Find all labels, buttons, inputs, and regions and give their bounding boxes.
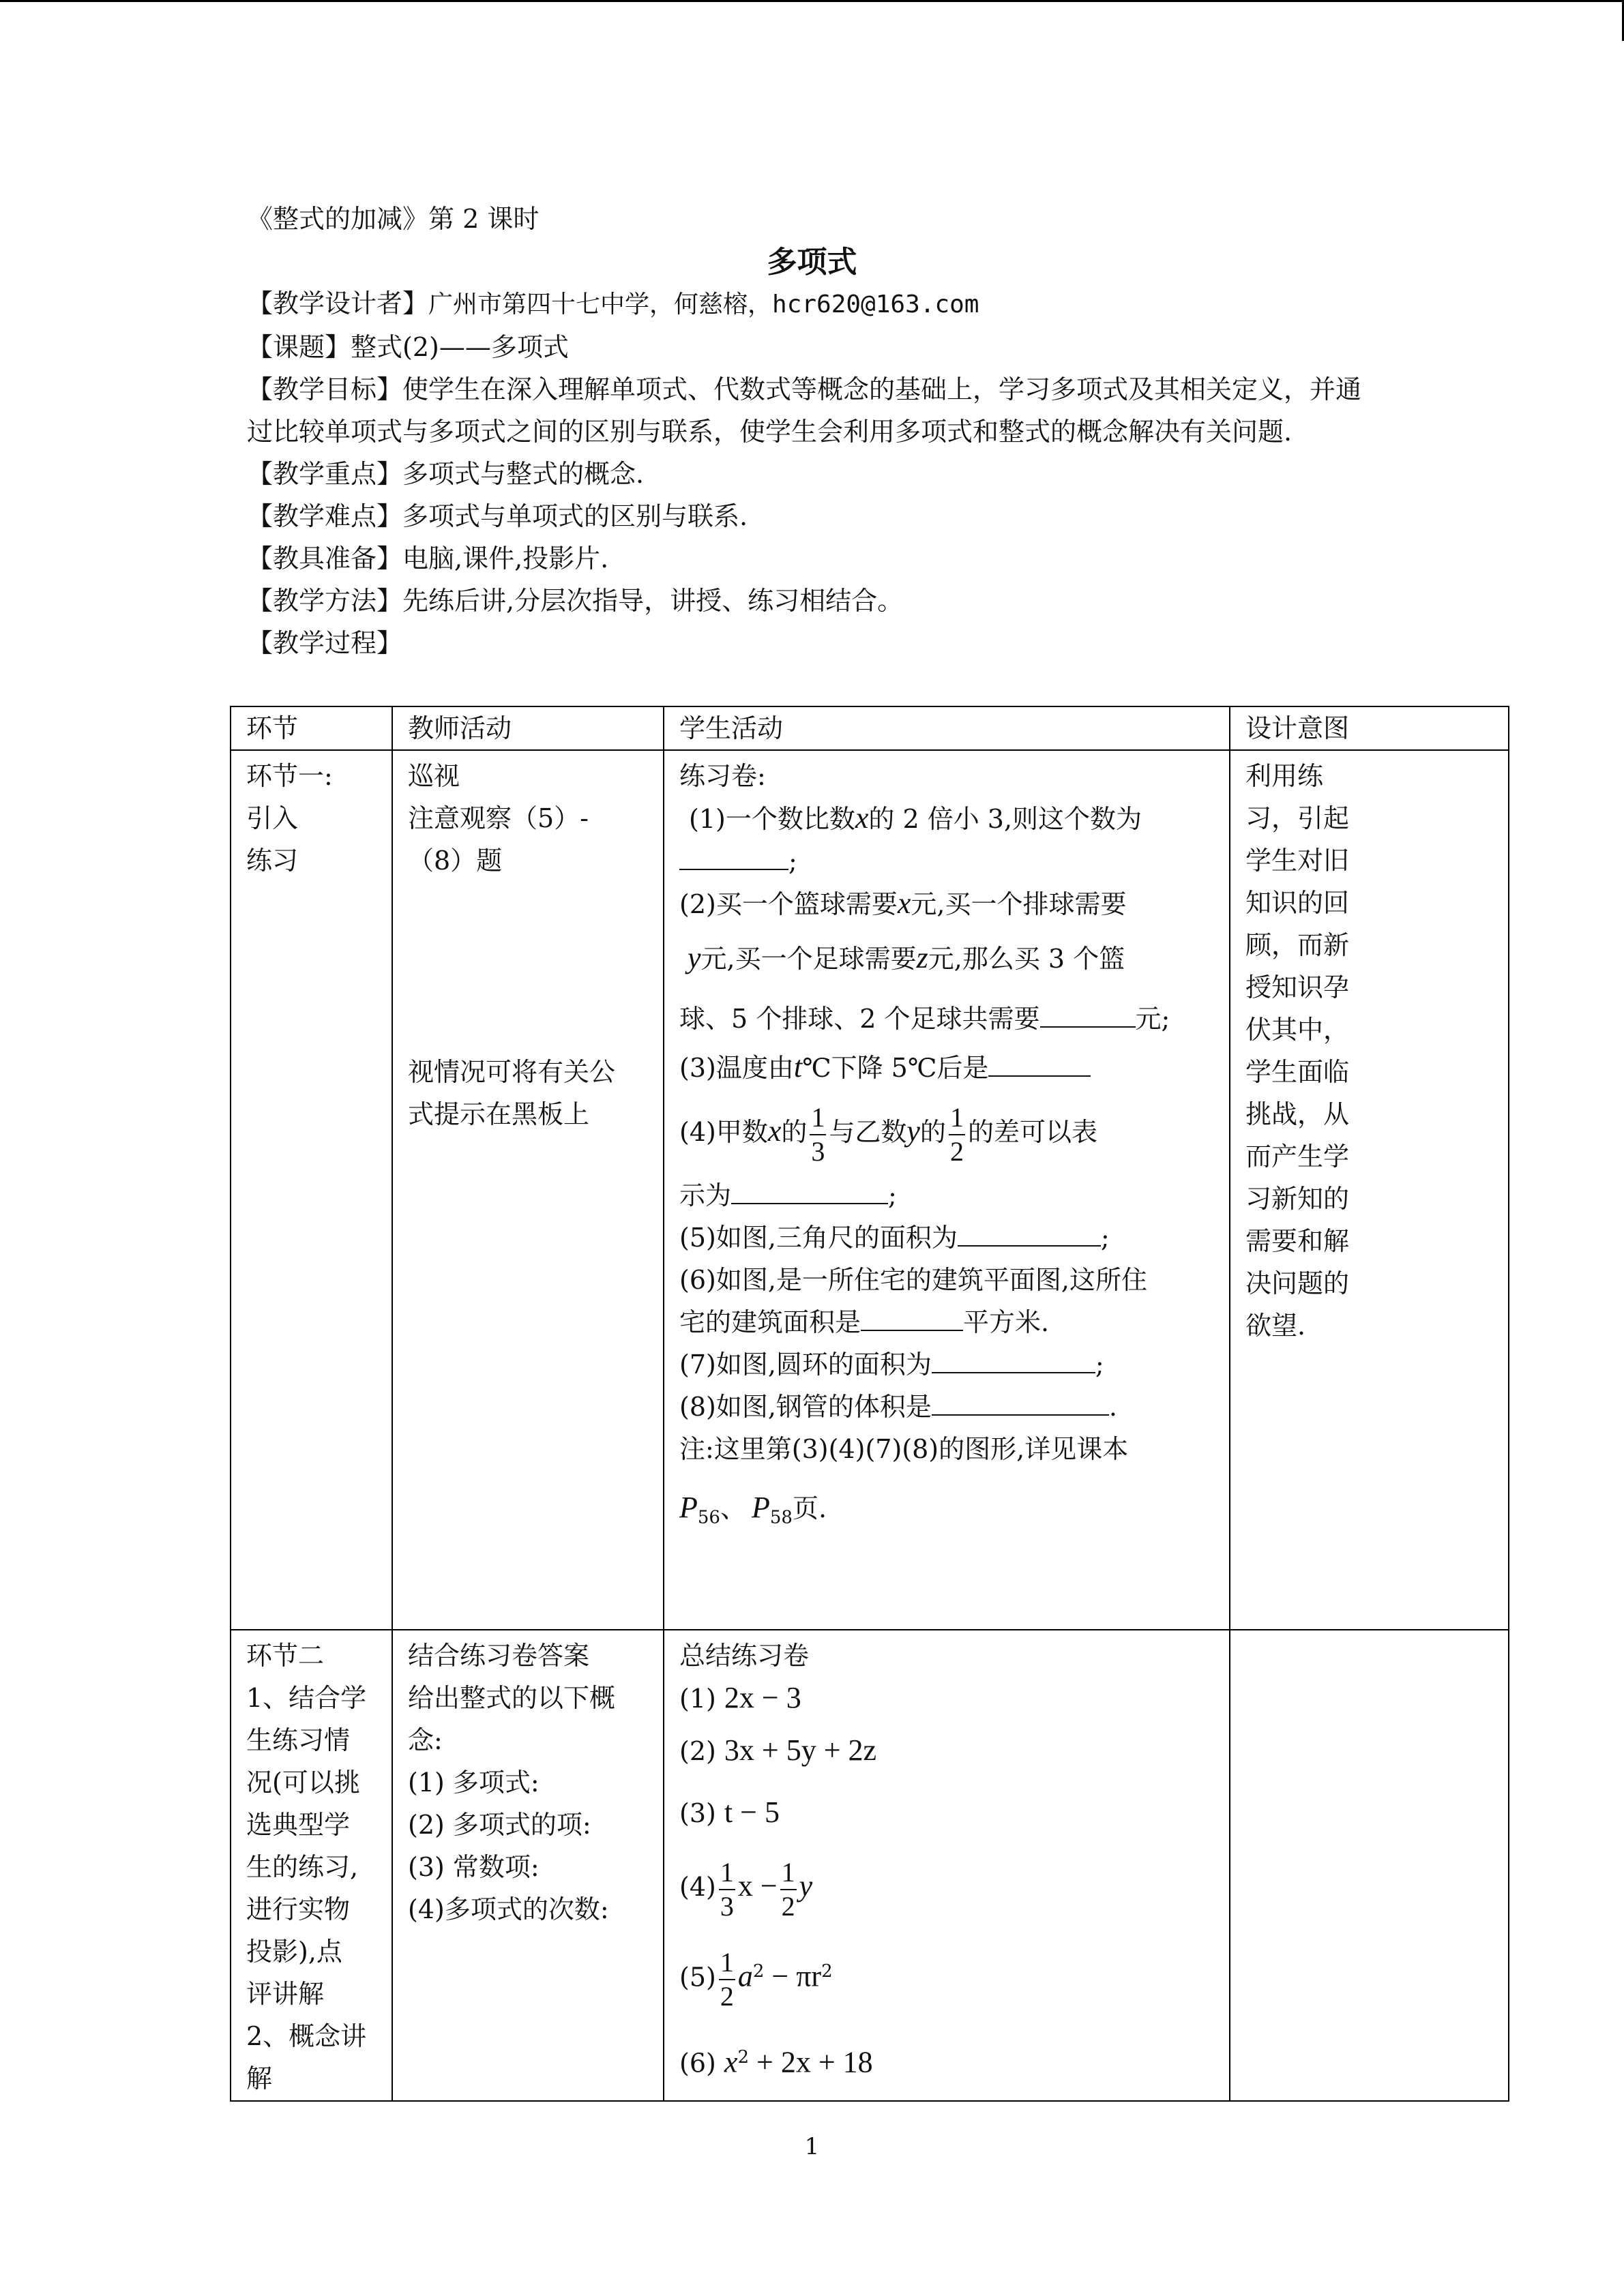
header-teacher: 教师活动 [392, 706, 664, 750]
table-header-row [231, 706, 1509, 750]
header-stage: 环节 [231, 706, 392, 750]
lesson-info [247, 282, 1372, 664]
top-border [0, 0, 1624, 2]
table-row [231, 1630, 1509, 2101]
topic-line: 【课题】整式(2)——多项式 [247, 332, 569, 362]
process-heading: 【教学过程】 [247, 628, 403, 658]
intent-cell [1230, 1630, 1509, 2101]
header-intent: 设计意图 [1230, 706, 1509, 750]
page-title: 多项式 [767, 245, 857, 280]
document-header [247, 198, 1372, 240]
header-student: 学生活动 [664, 706, 1230, 750]
student-cell: 练习卷: (1)一个数比数x的 2 倍小 3,则这个数为 ; (2)买一个篮球需要x元,买一个排球需要 y元,买一个足球需要z元,那么买 3 个篮 球、5 个排球、2 个足球共需要 元; (3)温度由t℃下降 5℃后是 (4)甲数x的 $\frac{1}{3}$ 与乙数y的 $\frac{1}{2}$ 的差可以表 示为 ; (5)如图,三角尺的面积为 ; (6)如图,是一所住宅的建筑平面图,这所住 宅的建筑面积是 平方米. (7)如图,圆环的面积为 ; (8)如图,钢管的体积是 . 注:这里第(3)(4)(7)(8)的图形,详见课本 $P_{56}$、 $P_{58}$页. [664, 750, 1230, 1630]
student-cell: 总结练习卷 (1) 2x − 3 (2) 3x + 5y + 2z (3) t − 5 (4) $\frac{1}{3}$ x − $\frac{1}{2}$ y (5) $\frac{1}{2}$ $a^2 - \pi r^2$ (6) $x^2 + 2x + 18$ [664, 1630, 1230, 2101]
designer-line: 【教学设计者】广州市第四十七中学，何慈榕，hcr620@163.com [247, 288, 979, 318]
method-line: 【教学方法】先练后讲,分层次指导，讲授、练习相结合。 [247, 586, 904, 616]
stage-cell: 环节二 1、结合学 生练习情 况(可以挑 选典型学 生的练习, 进行实物 投影),点 评讲解 2、概念讲 解 [231, 1630, 392, 2101]
goal-paragraph: 【教学目标】使学生在深入理解单项式、代数式等概念的基础上，学习多项式及其相关定义，并通过比较单项式与多项式之间的区别与联系，使学生会利用多项式和整式的概念解决有关问题. [247, 374, 1362, 447]
lesson-process-table [230, 706, 1509, 2102]
page-number: 1 [804, 2133, 820, 2160]
tools-line: 【教具准备】电脑,课件,投影片. [247, 543, 609, 573]
lesson-line: 《整式的加减》第 2 课时 [247, 204, 540, 234]
difficulty-line: 【教学难点】多项式与单项式的区别与联系. [247, 501, 748, 531]
key-point-line: 【教学重点】多项式与整式的概念. [247, 459, 645, 489]
stage-cell: 环节一: 引入 练习 [231, 750, 392, 1630]
teacher-cell: 巡视 注意观察（5）- （8）题 视情况可将有关公 式提示在黑板上 [392, 750, 664, 1630]
teacher-cell: 结合练习卷答案 给出整式的以下概 念: (1) 多项式: (2) 多项式的项: (3) 常数项: (4)多项式的次数: [392, 1630, 664, 2101]
table-row [231, 750, 1509, 1630]
intent-cell: 利用练 习，引起 学生对旧 知识的回 顾，而新 授知识孕 伏其中， 学生面临 挑战，从 而产生学 习新知的 需要和解 决问题的 欲望. [1230, 750, 1509, 1630]
